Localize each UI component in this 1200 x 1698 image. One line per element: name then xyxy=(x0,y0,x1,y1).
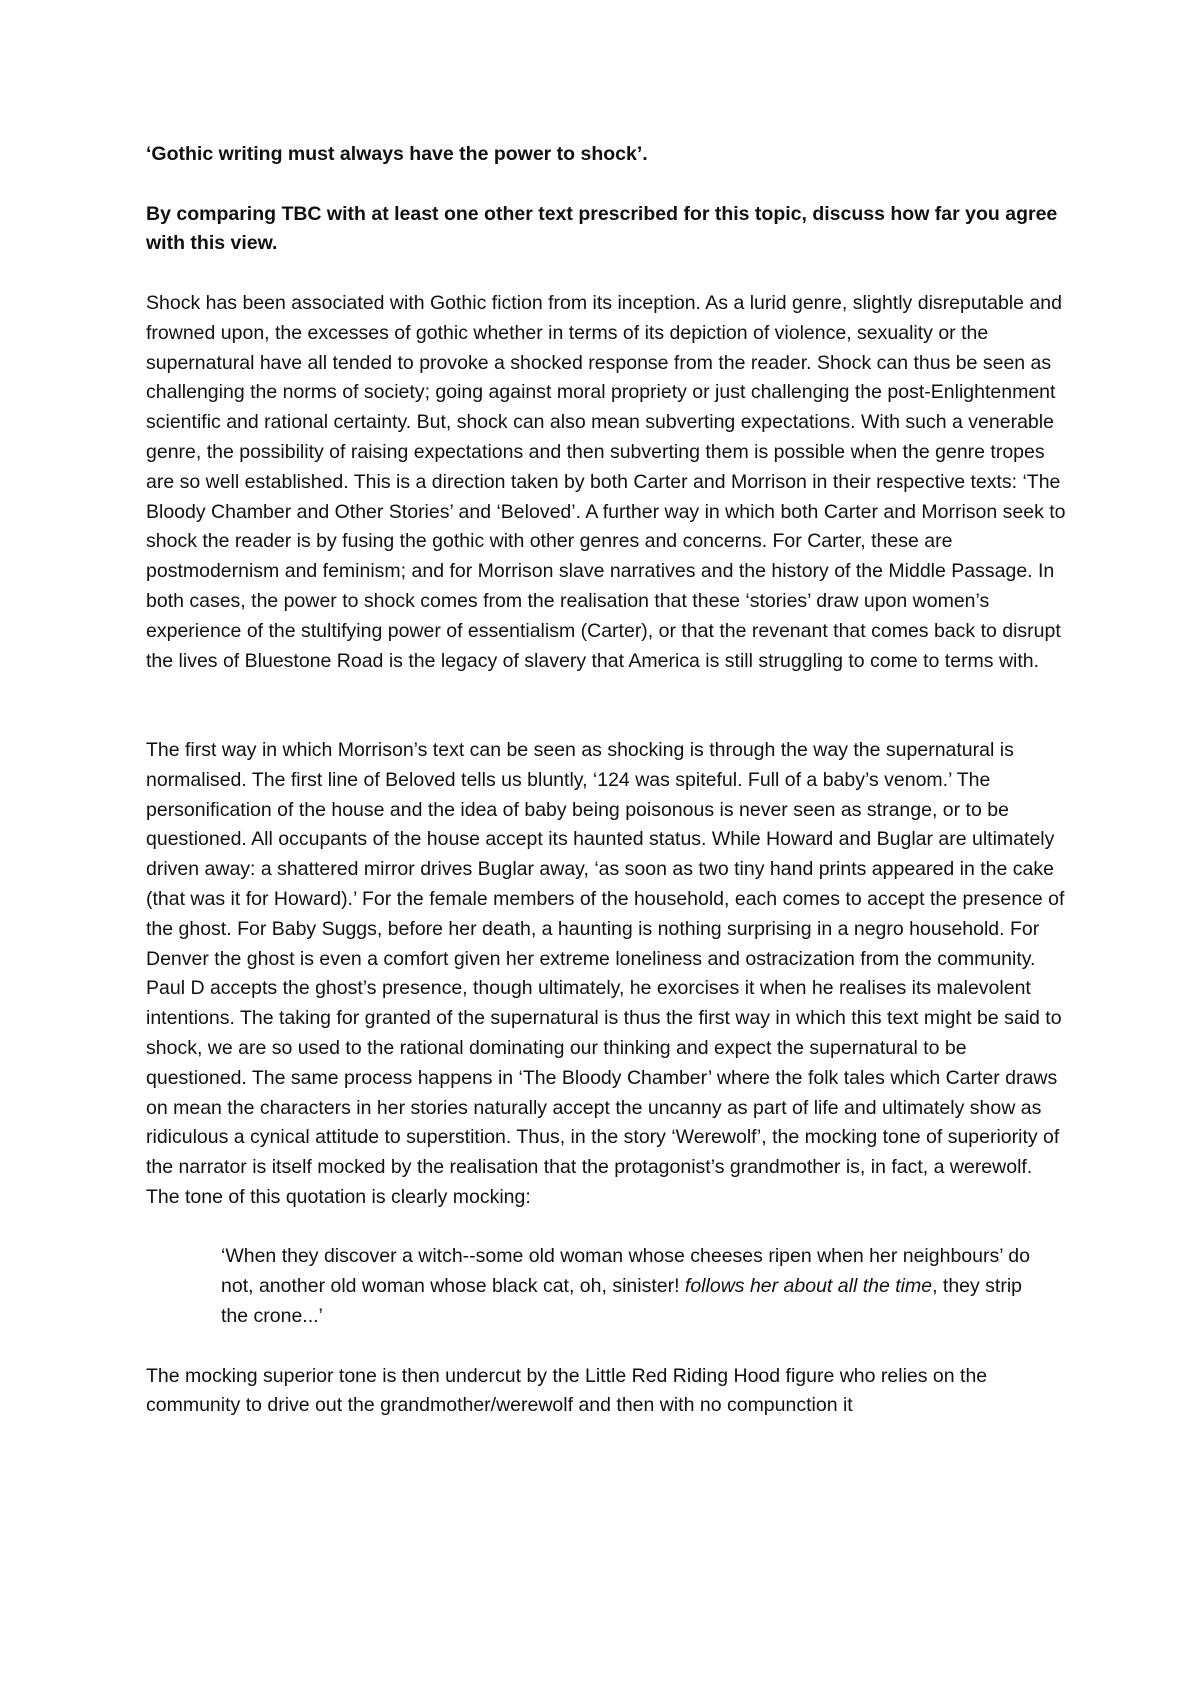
paragraph-intro: Shock has been associated with Gothic fiction from its inception. As a lurid genre, slightly disreputable and frowned upon, the excesses of gothic whether in terms of its depiction of violence, sexuality or the supernatural have all tended to provoke a shocked response from the reader. Shock can thus be seen as challenging the norms of society; going against moral propriety or just challenging the post-Enlightenment scientific and rational certainty. But, shock can also mean subverting expectations. With such a venerable genre, the possibility of raising expectations and then subverting them is possible when the genre tropes are so well established. This is a direction taken by both Carter and Morrison in their respective texts: ‘The Bloody Chamber and Other Stories’ and ‘Beloved’. A further way in which both Carter and Morrison seek to shock the reader is by fusing the gothic with other genres and concerns. For Carter, these are postmodernism and feminism; and for Morrison slave narratives and the history of the Middle Passage. In both cases, the power to shock comes from the realisation that these ‘stories’ draw upon women’s experience of the stultifying power of essentialism (Carter), or that the revenant that comes back to disrupt the lives of Bluestone Road is the legacy of slavery that America is still struggling to come to terms with. xyxy=(146,291,1066,672)
quote-italic: follows her about all the time xyxy=(684,1275,933,1298)
document-page xyxy=(146,140,1070,1421)
quote-part-2: , they strip the crone...’ xyxy=(221,1275,1023,1328)
paragraph-morrison: The first way in which Morrison’s text can be seen as shocking is through the way the supernatural is normalised. The first line of Beloved tells us bluntly, ‘124 was spiteful. Full of a baby’s venom.’ The personification of the house and the idea of baby being poisonous is never seen as strange, or to be questioned. All occupants of the house accept its haunted status. While Howard and Buglar are ultimately driven away: a shattered mirror drives Buglar away, ‘as soon as two tiny hand prints appeared in the cake (that was it for Howard).’ For the female members of the household, each comes to accept the presence of the ghost. For Baby Suggs, before her death, a haunting is nothing surprising in a negro household. For Denver the ghost is even a comfort given her extreme loneliness and ostracization from the community. Paul D accepts the ghost’s presence, though ultimately, he exorcises it when he realises its malevolent intentions. The taking for granted of the supernatural is thus the first way in which this text might be said to shock, we are so used to the rational dominating our thinking and expect the supernatural to be questioned. The same process happens in ‘The Bloody Chamber’ where the folk tales which Carter draws on mean the characters in her stories naturally accept the uncanny as part of life and ultimately show as ridiculous a cynical attitude to superstition. Thus, in the story ‘Werewolf’, the mocking tone of superiority of the narrator is itself mocked by the realisation that the protagonist’s grandmother is, in fact, a werewolf. The tone of this quotation is clearly mocking: xyxy=(146,738,1065,1208)
essay-title: ‘Gothic writing must always have the power to shock’. xyxy=(146,143,648,165)
paragraph-continuation: The mocking superior tone is then undercut by the Little Red Riding Hood figure who relies on the community to drive out the grandmother/werewolf and then with no compunction it xyxy=(146,1364,988,1417)
quote-part-1: ‘When they discover a witch--some old woman whose cheeses ripen when her neighbours’ do not, another old woman whose black cat, oh, sinister! xyxy=(221,1245,1030,1298)
essay-prompt: By comparing TBC with at least one other text prescribed for this topic, discuss how far you agree with this view. xyxy=(146,202,1058,255)
block-quote xyxy=(146,1242,1070,1331)
